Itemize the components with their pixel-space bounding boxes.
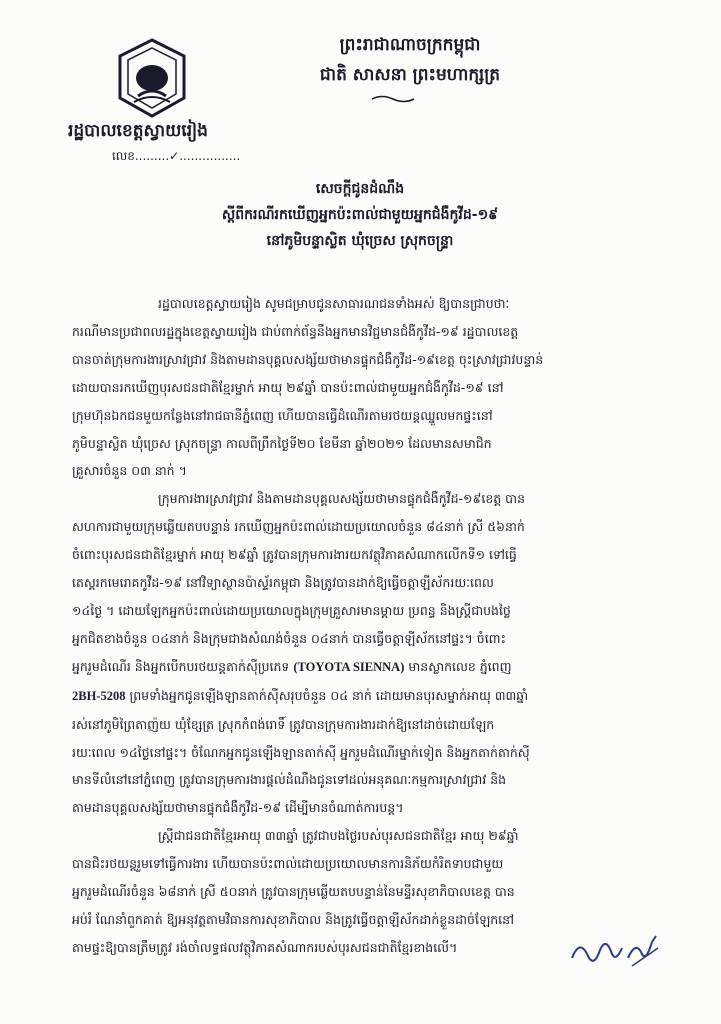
body-line: ចំពោះបុរសជនជាតិខ្មែរម្នាក់ អាយុ ២៩ឆ្នាំ ត្រូវបានក្រុមការងារយកវត្ថុវិភាគសំណាកលើកទី១ ទៅធ្វើ	[72, 547, 517, 563]
body-line: អប់រំ ណែនាំពួកគាត់ ឱ្យអនុវត្តតាមវិធានការសុខាភិបាល និងត្រូវធ្វើចត្តាឡីស័កដាក់ខ្លួនដាច់ឡែកនៅ	[72, 911, 515, 927]
body-line: បានជិះរថយន្តរួមទៅធ្វើការងារ ហើយបានប៉ះពាល់ដោយប្រយោលមានការនិភ័យកំរិតទាបជាមួយ	[72, 856, 504, 872]
body-line: អ្នករួមដំណើរចំនួន ៦៨នាក់ ស្រី ៥០នាក់ ត្រូវបានក្រុមឆ្លើយតបបន្ទាន់នៃមន្ទីរសុខាភិបាលខេត្ត បាន	[72, 884, 515, 900]
body-line: រយៈពេល ១៤ថ្ងៃនៅផ្ទះ។ ចំណែកអ្នកជូនឡើងឡានតាក់ស៊ី អ្នករួមដំណើរម្នាក់ទៀត និងអ្នកតាក់តាក់ស៊ី	[72, 744, 530, 760]
body-text-run: ព្រមទាំងអ្នកជូនឡើងឡានតាក់ស៊ីសរុបចំនួន ០៤ នាក់ ដោយមានបុរសម្នាក់អាយុ ៣៣ឆ្នាំ	[129, 687, 529, 703]
document-title-block	[160, 176, 560, 254]
provincial-emblem-logo	[112, 36, 192, 120]
title-line-3: នៅភូមិបន្ទាស្លិត ឃុំច្រេស ស្រុកចន្ទ្រា	[266, 233, 454, 249]
body-line: តាមដានបុគ្គលសង្ស័យថាមានផ្ទុកជំងឺកូវីដ-១៩ ដើម្បីមានចំណាត់ការបន្ត។	[72, 800, 404, 816]
vehicle-model: (TOYOTA SIENNA)	[293, 659, 405, 674]
body-line: ស្ត្រីជាជនជាតិខ្មែរអាយុ ៣៣ឆ្នាំ ត្រូវជាបងថ្លៃរបស់បុរសជនជាតិខ្មែរ អាយុ ២៩ឆ្នាំ	[158, 828, 519, 844]
body-line	[72, 682, 658, 711]
body-line: មានទីលំនៅនៅភ្នំពេញ ត្រូវបានក្រុមការងារផ្តល់ដំណឹងជូនទៅដល់អនុគណៈកម្មការស្រាវជ្រាវ និង	[72, 772, 507, 788]
national-motto: ជាតិ សាសនា ព្រះមហាក្សត្រ	[319, 65, 501, 85]
body-line	[72, 653, 658, 682]
paragraph-1	[72, 290, 658, 485]
kingdom-title: ព្រះរាជាណាចក្រកម្ពុជា	[339, 35, 481, 55]
body-line: អ្នកជិតខាងចំនួន ០៤នាក់ និងក្រុមជាងសំណង់ចំនួន ០៤នាក់ បានធ្វើចត្តាឡីស័កនៅផ្ទះ។ ចំពោះ	[72, 630, 507, 646]
body-line: រដ្ឋបាលខេត្តស្វាយរៀង សូមជម្រាបជូនសាធារណជនទាំងអស់ ឱ្យបានជ្រាបថាៈ	[158, 296, 510, 311]
body-line: សហការជាមួយក្រុមឆ្លើយតបបន្ទាន់ រកឃើញអ្នកប៉ះពាល់ដោយប្រយោលចំនួន ៨៤នាក់ ស្រី ៥៦នាក់	[72, 519, 525, 535]
body-text-run: មានស្លាកលេខ ភ្នំពេញ	[408, 658, 512, 674]
body-line: តេស្ដរកមេរោគកូវីដ-១៩ នៅវិទ្យាស្ថានប៉ាស្ទ័រកម្ពុជា និងត្រូវបានដាក់ឱ្យធ្វើចត្តាឡីស័ករយៈពេល	[72, 575, 494, 591]
body-line: ភូមិបន្ទាស្លិត ឃុំច្រេស ស្រុកចន្ទ្រា កាលពីព្រឹកថ្ងៃទី២០ ខែមីនា ឆ្នាំ២០២១ ដែលមានសមាជិក	[72, 435, 492, 451]
body-line: រស់នៅភូមិព្រៃតាញ៉យ ឃុំខ្សែត្រ ស្រុកកំពង់រោទិ៍ ត្រូវបានក្រុមការងារដាក់ឱ្យនៅដាច់ដោយឡែក	[72, 716, 495, 732]
reference-number: លេខ.........✓................	[112, 149, 241, 163]
license-plate: 2BH-5208	[72, 688, 126, 703]
ornament-divider	[370, 94, 416, 104]
body-line: ក្រុមការងារស្រាវជ្រាវ និងតាមដានបុគ្គលសង្ស័យថាមានផ្ទុកជំងឺកូវីដ-១៩ខេត្ត បាន	[158, 491, 526, 507]
body-text-run: អ្នករួមដំណើរ និងអ្នកបើកបរថយន្តតាក់ស៊ីប្រភេទ	[72, 658, 290, 674]
body-line: បានចាត់ក្រុមការងារស្រាវជ្រាវ និងតាមដានបុគ្គលសង្ស័យថាមានផ្ទុកជំងឺកូវីដ-១៩ខេត្ត ចុះស្រាវជ្រាវបន្ទាន់	[72, 351, 544, 367]
body-line: ករណីមានប្រជាពលរដ្ឋក្នុងខេត្តស្វាយរៀង ជាប់ពាក់ព័ន្ធនឹងអ្នកមានវិជ្ជមានជំងឺកូវីដ-១៩ រដ្ឋបាលខេត្ត	[72, 323, 519, 339]
handwritten-signature	[566, 928, 662, 972]
body-line: ១៤ថ្ងៃ ។ ដោយឡែកអ្នកប៉ះពាល់ដោយប្រយោលក្នុងក្រុមគ្រួសារមានម្ដាយ ប្រពន្ធ និងស្ត្រីជាបងថ្លៃ	[72, 602, 511, 618]
body-line: ដោយបានរកឃើញបុរសជនជាតិខ្មែរម្នាក់ អាយុ ២៩ឆ្នាំ បានប៉ះពាល់ជាមួយអ្នកជំងឺកូវីដ-១៩ នៅ	[72, 379, 504, 395]
paragraph-2	[72, 485, 658, 822]
title-line-2: ស្ដីពីករណីរកឃើញអ្នកប៉ះពាល់ជាមួយអ្នកជំងឺកូវីដ-១៩	[221, 207, 499, 223]
body-line: តាមផ្ទះឱ្យបានត្រឹមត្រូវ រង់ចាំលទ្ធផលវត្ថុវិភាគសំណាករបស់បុរសជនជាតិខ្មែរខាងលើ។	[72, 939, 458, 955]
document-body	[72, 290, 658, 962]
body-line: ក្រុមហ៊ុនឯកជនមួយកន្លែងនៅរាជធានីភ្នំពេញ ហើយបានធ្វើដំណើរតាមរថយន្តឈ្នួលមកផ្ទះនៅ	[72, 407, 493, 423]
title-line-1: សេចក្ដីជូនដំណឹង	[315, 181, 405, 197]
body-line: គ្រួសារចំនួន ០៣ នាក់ ។	[72, 463, 187, 479]
issuing-authority: រដ្ឋបាលខេត្តស្វាយរៀង	[68, 121, 208, 141]
